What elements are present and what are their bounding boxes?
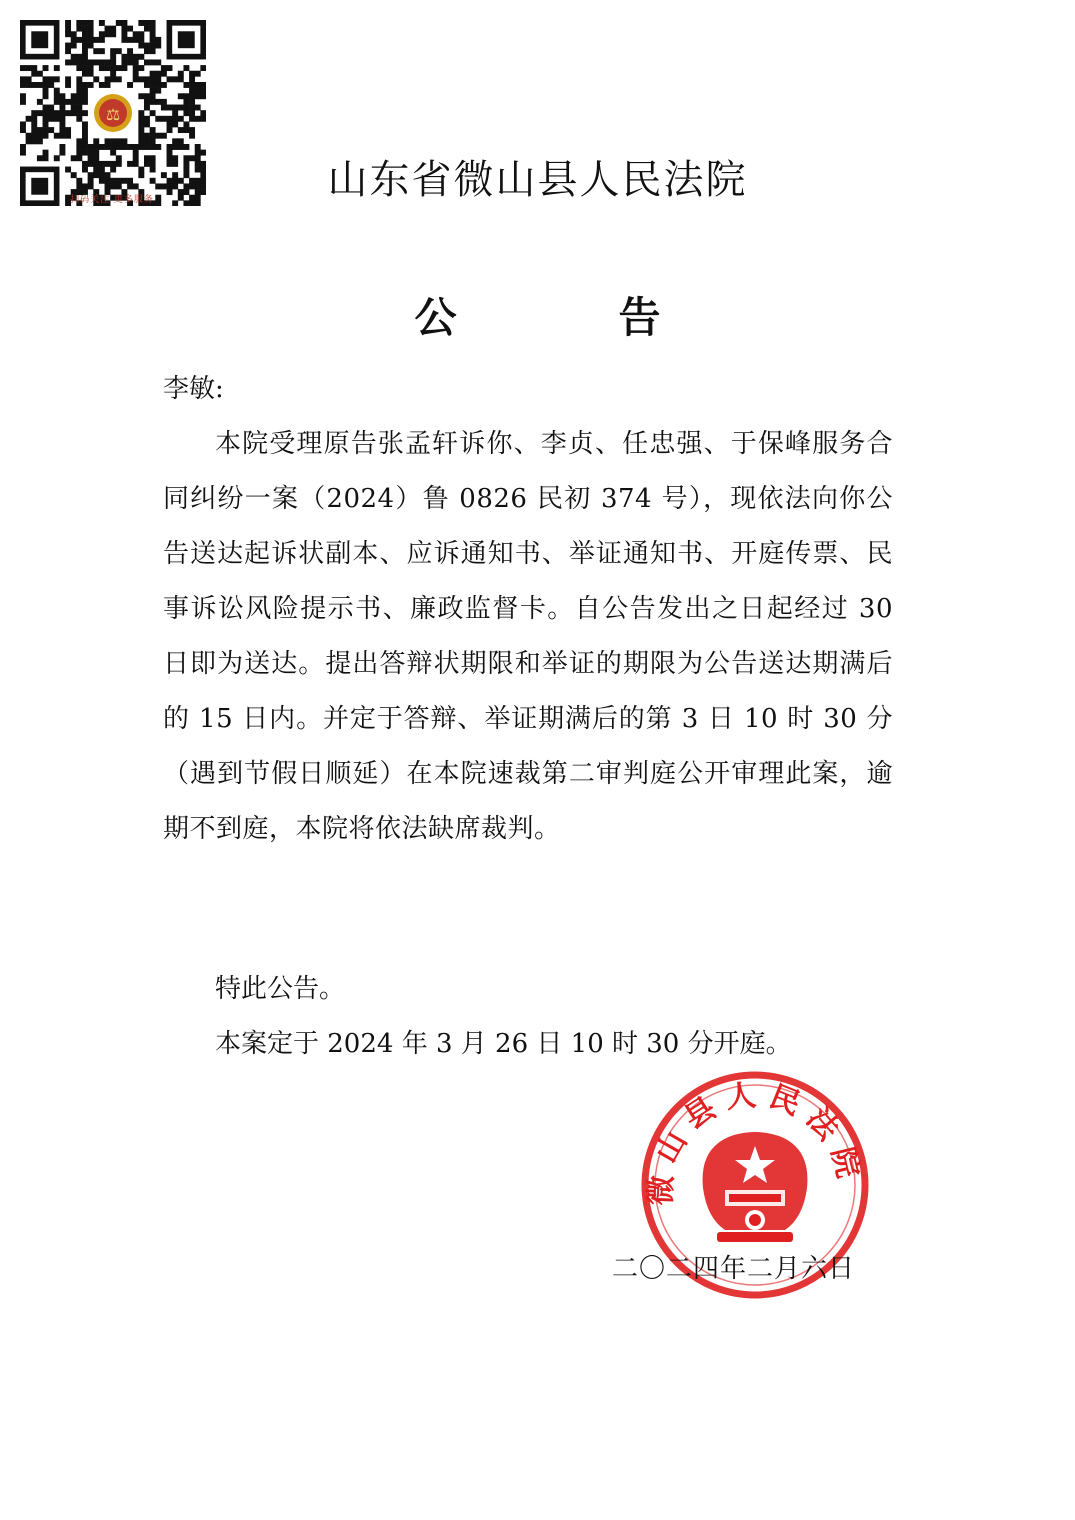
closing-block xyxy=(163,962,893,1072)
court-emblem-icon xyxy=(94,94,132,132)
qr-caption: 扫码关注 更多服务 xyxy=(70,195,154,205)
svg-text:微山县人民法院: 微山县人民法院 xyxy=(643,1077,868,1207)
document-title: 公 告 xyxy=(414,293,721,342)
recipient-line: 李敏: xyxy=(163,374,224,404)
issue-date: 二〇二四年二月六日 xyxy=(612,1254,856,1284)
hearing-note: 本案定于 2024 年 3 月 26 日 10 时 30 分开庭。 xyxy=(215,1029,792,1059)
document-body xyxy=(163,362,893,857)
svg-text:⚖: ⚖ xyxy=(105,105,121,124)
court-name-heading: 山东省微山县人民法院 xyxy=(327,157,748,203)
closing-line: 特此公告。 xyxy=(215,974,346,1004)
announcement-paragraph: 本院受理原告张孟轩诉你、李贞、任忠强、于保峰服务合同纠纷一案（2024）鲁 0826 民初 374 号），现依法向你公告送达起诉状副本、应诉通知书、举证通知书、开庭传票、民事诉讼风险提示书、廉政监督卡。自公告发出之日起经过 30 日即为送达。提出答辩状期限和举证的期限为公告送达期满后的 15 日内。并定于答辩、举证期满后的第 3 日 10 时 30 分（遇到节假日顺延）在本院速裁第二审判庭公开审理此案，逾期不到庭，本院将依法缺席裁判。 xyxy=(163,429,893,844)
